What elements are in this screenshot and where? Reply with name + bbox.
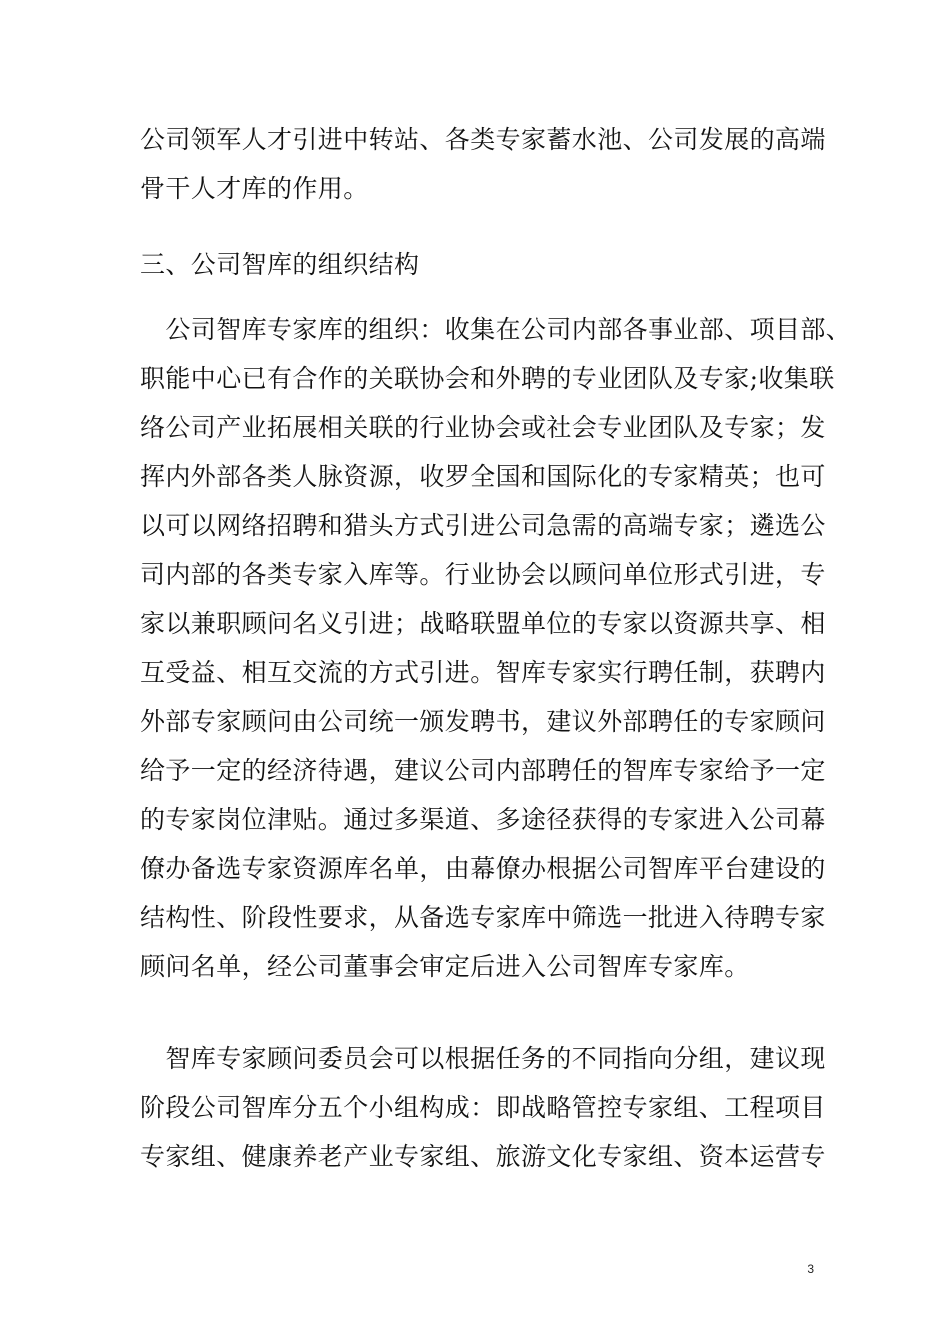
paragraph1-line-13: 结构性、阶段性要求，从备选专家库中筛选一批进入待聘专家 xyxy=(140,903,826,932)
paragraph1-line-3: 络公司产业拓展相关联的行业协会或社会专业团队及专家；发 xyxy=(140,413,826,442)
continuation-line-1: 公司领军人才引进中转站、各类专家蓄水池、公司发展的高端 xyxy=(140,125,826,154)
paragraph1-line-10: 给予一定的经济待遇，建议公司内部聘任的智库专家给予一定 xyxy=(140,756,826,785)
paragraph1-line-7: 家以兼职顾问名义引进；战略联盟单位的专家以资源共享、相 xyxy=(140,609,826,638)
paragraph1-line-12: 僚办备选专家资源库名单，由幕僚办根据公司智库平台建设的 xyxy=(140,854,826,883)
section-heading: 三、公司智库的组织结构 xyxy=(140,250,420,279)
paragraph1-line-14: 顾问名单，经公司董事会审定后进入公司智库专家库。 xyxy=(140,952,750,981)
paragraph1-line-1: 公司智库专家库的组织：收集在公司内部各事业部、项目部、 xyxy=(140,315,852,344)
continuation-line-2: 骨干人才库的作用。 xyxy=(140,174,369,203)
page-number: 3 xyxy=(807,1262,814,1276)
paragraph1-line-6: 司内部的各类专家入库等。行业协会以顾问单位形式引进，专 xyxy=(140,560,826,589)
paragraph1-line-2: 职能中心已有合作的关联协会和外聘的专业团队及专家;收集联 xyxy=(140,364,835,393)
paragraph1-line-4: 挥内外部各类人脉资源，收罗全国和国际化的专家精英；也可 xyxy=(140,462,826,491)
paragraph2-line-1: 智库专家顾问委员会可以根据任务的不同指向分组，建议现 xyxy=(140,1044,826,1073)
paragraph2-line-2: 阶段公司智库分五个小组构成：即战略管控专家组、工程项目 xyxy=(140,1093,826,1122)
paragraph1-line-5: 以可以网络招聘和猎头方式引进公司急需的高端专家；遴选公 xyxy=(140,511,826,540)
paragraph1-line-11: 的专家岗位津贴。通过多渠道、多途径获得的专家进入公司幕 xyxy=(140,805,826,834)
paragraph1-line-9: 外部专家顾问由公司统一颁发聘书，建议外部聘任的专家顾问 xyxy=(140,707,826,736)
paragraph1-line-8: 互受益、相互交流的方式引进。智库专家实行聘任制，获聘内 xyxy=(140,658,826,687)
paragraph2-line-3: 专家组、健康养老产业专家组、旅游文化专家组、资本运营专 xyxy=(140,1142,826,1171)
